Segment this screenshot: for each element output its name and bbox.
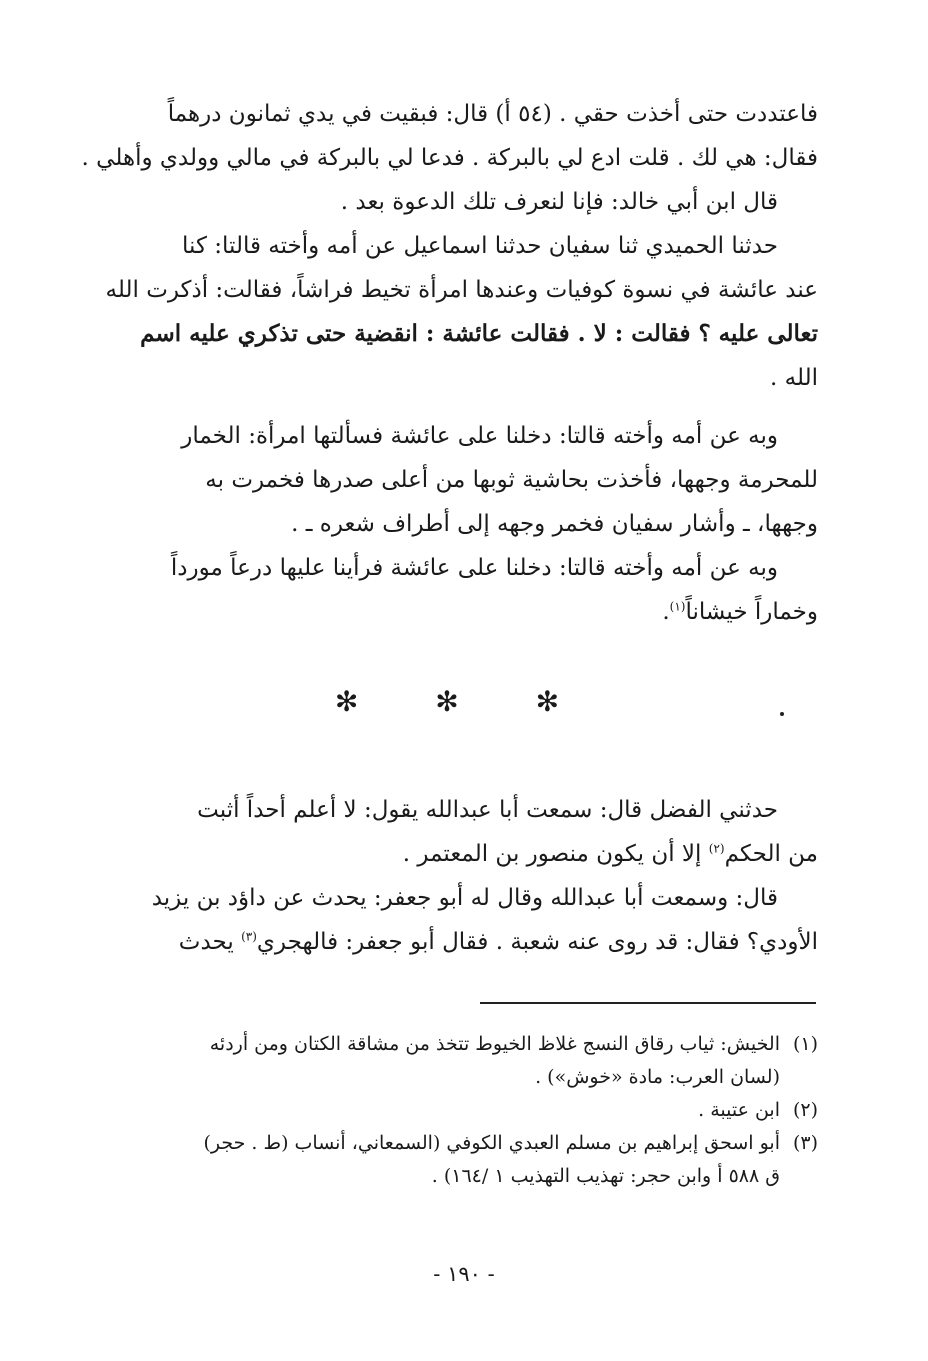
text-line-12 — [110, 590, 818, 634]
footnotes — [110, 1028, 818, 1193]
section2-line-1: حدثني الفضل قال: سمعت أبا عبدالله يقول: لا أعلم أحداً أثبت — [197, 797, 778, 823]
section2-line-3: قال: وسمعت أبا عبدالله وقال له أبو جعفر: يحدث عن داؤد بن يزيد — [151, 885, 778, 911]
footnote-separator — [480, 1002, 816, 1004]
footnote-3-number: (٣) — [792, 1132, 818, 1154]
section2-line-4-after: يحدث — [178, 929, 242, 955]
text-line-12-end: . — [662, 599, 670, 625]
footnote-2-number: (٢) — [792, 1099, 818, 1121]
text-line-5: عند عائشة في نسوة كوفيات وعندها امرأة تخيط فراشاً، فقالت: أذكرت الله — [105, 277, 818, 303]
page-number: - ١٩٠ - — [433, 1262, 495, 1286]
text-line-9: للمحرمة وجهها، فأخذت بحاشية ثوبها من أعلى صدرها فخمرت به — [205, 467, 818, 493]
section2-line-4-before: الأودي؟ فقال: قد روى عنه شعبة . فقال أبو جعفر: فالهجري — [256, 929, 818, 955]
footnote-2-text: ابن عتيبة . — [698, 1099, 780, 1121]
section2-line-4 — [110, 920, 818, 964]
section2-line-2 — [110, 832, 818, 876]
footnote-ref-1[interactable]: (١) — [669, 599, 686, 614]
footnote-ref-3[interactable]: (٣) — [241, 929, 257, 944]
section-separator-stars: ✻ ✻ ✻ — [334, 685, 594, 718]
text-line-3: قال ابن أبي خالد: فإنا لنعرف تلك الدعوة بعد . — [340, 189, 778, 215]
footnote-ref-2[interactable]: (٢) — [708, 841, 725, 856]
text-line-12-body: وخماراً خيشاناً — [685, 599, 818, 625]
main-text — [81, 92, 818, 634]
text-line-10: وجهها، ـ وأشار سفيان فخمر وجهه إلى أطراف شعره ـ . — [291, 511, 818, 537]
text-line-4: حدثنا الحميدي ثنا سفيان حدثنا اسماعيل عن أمه وأخته قالتا: كنا — [182, 233, 778, 259]
text-line-6: تعالى عليه ؟ فقالت : لا . فقالت عائشة : انقضية حتى تذكري عليه اسم — [140, 320, 818, 347]
text-line-1: فاعتددت حتى أخذت حقي . (٥٤ أ) قال: فبقيت في يدي ثمانون درهماً — [167, 101, 818, 127]
footnote-3 — [110, 1127, 818, 1160]
footnote-2 — [110, 1094, 818, 1127]
section2-line-2-before: من الحكم — [724, 841, 818, 867]
footnote-1-number: (١) — [792, 1033, 818, 1055]
text-line-7: الله . — [770, 365, 818, 391]
footnote-1-text: الخيش: ثياب رقاق النسج غلاظ الخيوط تتخذ من مشاقة الكتان ومن أردئه — [209, 1033, 780, 1055]
text-line-8: وبه عن أمه وأخته قالتا: دخلنا على عائشة فسألتها امرأة: الخمار — [181, 423, 778, 449]
footnote-1-continuation: (لسان العرب: مادة «خوش») . — [535, 1066, 780, 1088]
stray-dot — [780, 712, 784, 716]
text-line-11: وبه عن أمه وأخته قالتا: دخلنا على عائشة فرأينا عليها درعاً مورداً — [170, 555, 778, 581]
footnote-3-text: أبو اسحق إبراهيم بن مسلم العبدي الكوفي (السمعاني، أنساب (ط . حجر) — [203, 1132, 780, 1154]
text-line-2: فقال: هي لك . قلت ادع لي بالبركة . فدعا لي بالبركة في مالي وولدي وأهلي . — [81, 145, 818, 171]
footnote-1 — [110, 1028, 818, 1061]
section2-line-2-after: إلا أن يكون منصور بن المعتمر . — [402, 841, 709, 867]
second-section — [110, 788, 818, 964]
footnote-3-continuation: ق ٥٨٨ أ وابن حجر: تهذيب التهذيب ١ /١٦٤) . — [431, 1165, 780, 1187]
